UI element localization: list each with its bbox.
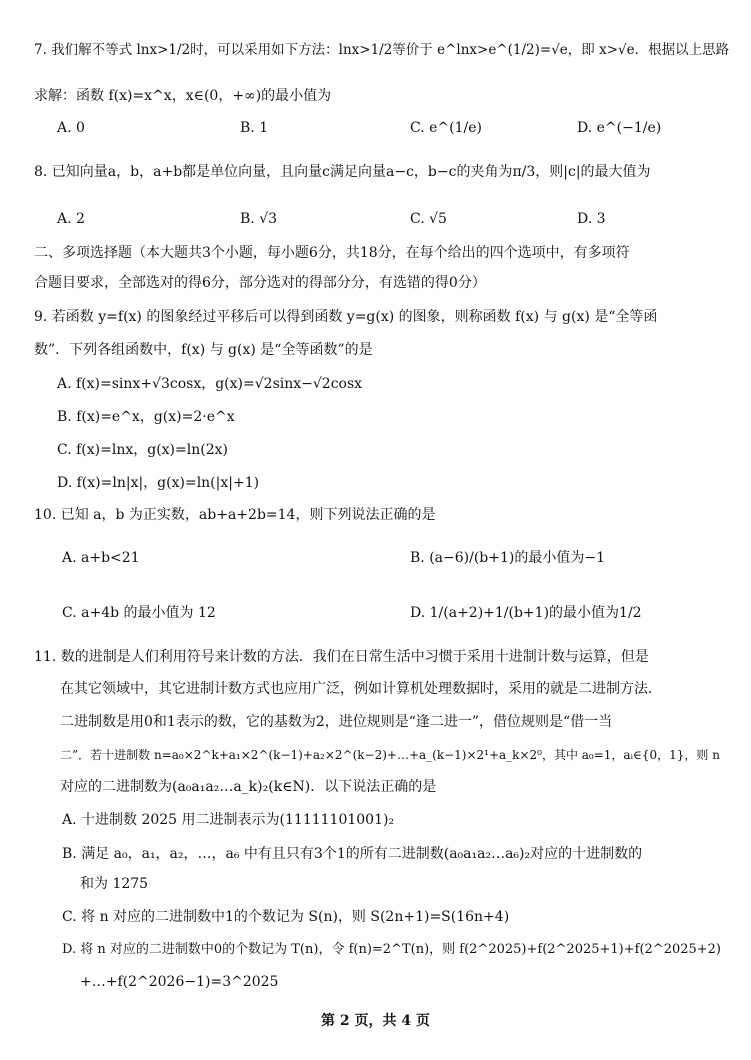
q7-option-a: A. 0 bbox=[57, 120, 85, 136]
q8-option-c: C. √5 bbox=[410, 211, 447, 227]
q11-option-d-line1: D. 将 n 对应的二进制数中0的个数记为 T(n)，令 f(n)=2^T(n)，则 f(2^2025)+f(2^2025+1)+f(2^2025+2) bbox=[62, 942, 722, 957]
q11-stem-line5: 对应的二进制数为(a₀a₁a₂…a_k)₂(k∈N)．以下说法正确的是 bbox=[60, 779, 437, 795]
q11-option-b-line2: 和为 1275 bbox=[80, 876, 149, 892]
q8-stem: 8. 已知向量a，b，a+b都是单位向量，且向量c满足向量a−c，b−c的夹角为π/3，则|c|的最大值为 bbox=[34, 164, 651, 180]
q9-stem-line2: 数”．下列各组函数中，f(x) 与 g(x) 是“全等函数”的是 bbox=[34, 342, 373, 358]
q8-option-d: D. 3 bbox=[577, 211, 606, 227]
q7-stem-line2: 求解：函数 f(x)=x^x，x∈(0，+∞)的最小值为 bbox=[34, 88, 332, 104]
q11-option-d-line2: +…+f(2^2026−1)=3^2025 bbox=[80, 974, 279, 990]
q10-option-b: B. (a−6)/(b+1)的最小值为−1 bbox=[410, 550, 605, 566]
q11-stem-line2: 在其它领域中，其它进制计数方式也应用广泛，例如计算机处理数据时，采用的就是二进制方法． bbox=[60, 681, 662, 697]
q9-stem-line1: 9. 若函数 y=f(x) 的图象经过平移后可以得到函数 y=g(x) 的图象，则称函数 f(x) 与 g(x) 是“全等函 bbox=[34, 309, 658, 325]
q11-option-a: A. 十进制数 2025 用二进制表示为(11111101001)₂ bbox=[62, 812, 395, 828]
q10-option-d: D. 1/(a+2)+1/(b+1)的最小值为1/2 bbox=[410, 605, 642, 621]
q9-option-b: B. f(x)=e^x，g(x)=2·e^x bbox=[57, 409, 235, 425]
q8-option-b: B. √3 bbox=[240, 211, 278, 227]
q11-option-b-line1: B. 满足 a₀，a₁，a₂，…，a₆ 中有且只有3个1的所有二进制数(a₀a₁a₂…a₆)₂对应的十进制数的 bbox=[62, 846, 643, 862]
q10-option-a: A. a+b<21 bbox=[62, 550, 140, 566]
q11-stem-line3: 二进制数是用0和1表示的数，它的基数为2，进位规则是“逢二进一”，借位规则是“借一当 bbox=[60, 714, 613, 730]
q10-option-c: C. a+4b 的最小值为 12 bbox=[62, 605, 216, 621]
q7-option-d: D. e^(−1/e) bbox=[577, 120, 662, 136]
q9-option-c: C. f(x)=lnx，g(x)=ln(2x) bbox=[57, 442, 228, 458]
section2-header-line2: 合题目要求，全部选对的得6分，部分选对的得部分分，有选错的得0分） bbox=[34, 275, 486, 291]
q10-stem: 10. 已知 a，b 为正实数，ab+a+2b=14，则下列说法正确的是 bbox=[34, 507, 436, 523]
section2-header-line1: 二、多项选择题（本大题共3个小题，每小题6分，共18分，在每个给出的四个选项中，有多项符 bbox=[34, 245, 630, 261]
page-footer: 第 2 页，共 4 页 bbox=[321, 1013, 430, 1029]
q8-option-a: A. 2 bbox=[57, 211, 85, 227]
q9-option-a: A. f(x)=sinx+√3cosx，g(x)=√2sinx−√2cosx bbox=[57, 376, 363, 392]
q11-stem-line1: 11. 数的进制是人们利用符号来计数的方法．我们在日常生活中习惯于采用十进制计数与运算，但是 bbox=[34, 649, 649, 665]
q7-option-c: C. e^(1/e) bbox=[410, 120, 482, 136]
q9-option-d: D. f(x)=ln|x|，g(x)=ln(|x|+1) bbox=[57, 475, 260, 491]
q11-option-c: C. 将 n 对应的二进制数中1的个数记为 S(n)，则 S(2n+1)=S(16n+4) bbox=[62, 909, 510, 925]
q11-stem-line4: 二”．若十进制数 n=a₀×2^k+a₁×2^(k−1)+a₂×2^(k−2)+…+a_(k−1)×2¹+a_k×2⁰，其中 a₀=1，aᵢ∈{0，1}，则 n bbox=[60, 748, 720, 762]
q7-stem-line1: 7. 我们解不等式 lnx>1/2时，可以采用如下方法：lnx>1/2等价于 e^lnx>e^(1/2)=√e，即 x>√e．根据以上思路 bbox=[34, 42, 730, 58]
q7-option-b: B. 1 bbox=[240, 120, 269, 136]
